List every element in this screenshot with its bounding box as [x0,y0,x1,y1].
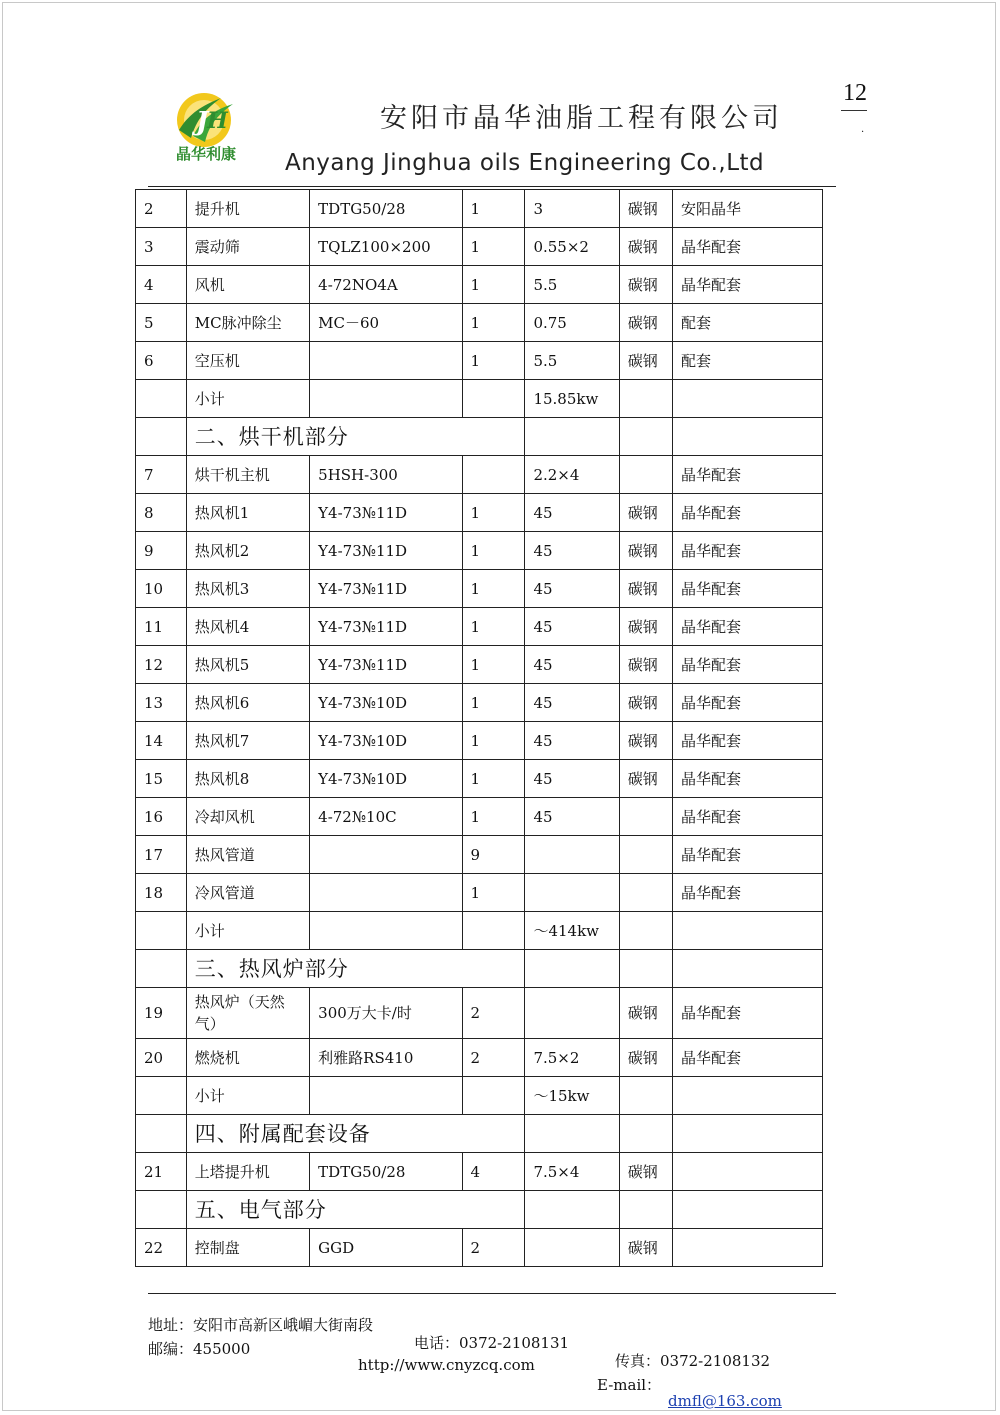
page-number: 12 [843,80,867,106]
cell-source [672,1153,822,1191]
cell-power: 3 [525,190,619,228]
cell-model: Y4-73№11D [310,532,462,570]
cell-material: 碳钢 [619,646,672,684]
section-empty-cell [672,1191,822,1229]
table-row [136,760,823,798]
cell-qty [462,912,525,950]
section-empty-cell [619,1115,672,1153]
svg-text:J: J [196,107,209,137]
cell-model [310,1077,462,1115]
cell-no: 13 [136,684,187,722]
cell-power [525,1229,619,1267]
cell-name: 控制盘 [186,1229,309,1267]
cell-no: 11 [136,608,187,646]
section-empty-cell [525,1115,619,1153]
section-no-cell [136,1191,187,1229]
cell-source: 晶华配套 [672,1039,822,1077]
table-row [136,684,823,722]
cell-no: 4 [136,266,187,304]
cell-model: 4-72№10C [310,798,462,836]
cell-qty: 1 [462,570,525,608]
cell-model [310,342,462,380]
cell-name: 烘干机主机 [186,456,309,494]
subtotal-row [136,912,823,950]
section-title: 二、烘干机部分 [186,418,525,456]
cell-qty: 1 [462,608,525,646]
cell-source [672,912,822,950]
cell-qty: 2 [462,988,525,1039]
cell-qty: 1 [462,228,525,266]
cell-material: 碳钢 [619,494,672,532]
cell-source: 晶华配套 [672,684,822,722]
footer-rule [148,1293,836,1294]
cell-power: ～15kw [525,1077,619,1115]
section-empty-cell [619,418,672,456]
cell-name: 热风机1 [186,494,309,532]
cell-model [310,874,462,912]
cell-material: 碳钢 [619,1153,672,1191]
cell-power: 45 [525,798,619,836]
section-title: 五、电气部分 [186,1191,525,1229]
svg-text:H: H [207,108,228,134]
cell-material: 碳钢 [619,1039,672,1077]
cell-material: 碳钢 [619,190,672,228]
cell-qty: 1 [462,798,525,836]
table-row [136,836,823,874]
equipment-table-body [136,190,823,1267]
cell-name: 小计 [186,1077,309,1115]
section-empty-cell [619,950,672,988]
cell-no [136,380,187,418]
cell-source: 晶华配套 [672,874,822,912]
cell-source: 晶华配套 [672,722,822,760]
cell-name: 热风机8 [186,760,309,798]
cell-no: 16 [136,798,187,836]
page-number-rule [841,110,867,111]
cell-power: 7.5×4 [525,1153,619,1191]
subtotal-row [136,380,823,418]
section-empty-cell [619,1191,672,1229]
cell-qty: 9 [462,836,525,874]
footer-phone: 电话：0372-2108131 [414,1334,570,1352]
cell-name: 热风炉（天然气） [186,988,309,1039]
section-empty-cell [525,950,619,988]
table-row [136,1153,823,1191]
section-no-cell [136,1115,187,1153]
company-name-en: Anyang Jinghua oils Engineering Co.,Ltd [285,150,765,176]
cell-no: 15 [136,760,187,798]
cell-model: Y4-73№11D [310,646,462,684]
cell-name: 小计 [186,380,309,418]
table-row [136,1229,823,1267]
cell-power: 0.75 [525,304,619,342]
cell-power: 2.2×4 [525,456,619,494]
table-row [136,342,823,380]
cell-no: 14 [136,722,187,760]
section-title: 四、附属配套设备 [186,1115,525,1153]
cell-name: 风机 [186,266,309,304]
cell-power: 45 [525,570,619,608]
cell-power: 45 [525,684,619,722]
cell-model: Y4-73№11D [310,608,462,646]
cell-name: 热风机5 [186,646,309,684]
cell-no: 18 [136,874,187,912]
cell-power: 45 [525,722,619,760]
cell-name: 震动筛 [186,228,309,266]
cell-power: ～414kw [525,912,619,950]
cell-model: Y4-73№10D [310,760,462,798]
cell-qty: 1 [462,304,525,342]
cell-name: 热风机4 [186,608,309,646]
cell-qty: 2 [462,1229,525,1267]
page-dot: . [861,124,865,135]
cell-material: 碳钢 [619,988,672,1039]
cell-power: 45 [525,608,619,646]
table-row [136,570,823,608]
table-row [136,266,823,304]
cell-name: 上塔提升机 [186,1153,309,1191]
cell-qty [462,1077,525,1115]
cell-name: 冷风管道 [186,874,309,912]
cell-material: 碳钢 [619,608,672,646]
section-title: 三、热风炉部分 [186,950,525,988]
cell-qty: 1 [462,266,525,304]
cell-name: 热风机7 [186,722,309,760]
section-empty-cell [672,950,822,988]
cell-model: MC－60 [310,304,462,342]
cell-source [672,1229,822,1267]
cell-power: 45 [525,646,619,684]
cell-name: MC脉冲除尘 [186,304,309,342]
cell-qty: 1 [462,342,525,380]
cell-material: 碳钢 [619,570,672,608]
cell-model: Y4-73№10D [310,684,462,722]
cell-model [310,380,462,418]
cell-no: 2 [136,190,187,228]
cell-qty: 2 [462,1039,525,1077]
table-row [136,646,823,684]
footer-fax: 传真：0372-2108132 [615,1352,771,1370]
table-row [136,874,823,912]
cell-no: 9 [136,532,187,570]
cell-qty [462,380,525,418]
section-row [136,1115,823,1153]
cell-material: 碳钢 [619,304,672,342]
section-no-cell [136,950,187,988]
cell-source: 晶华配套 [672,532,822,570]
cell-power: 7.5×2 [525,1039,619,1077]
cell-no: 5 [136,304,187,342]
cell-power [525,836,619,874]
cell-no: 10 [136,570,187,608]
cell-model: Y4-73№10D [310,722,462,760]
cell-model: Y4-73№11D [310,494,462,532]
cell-model: TDTG50/28 [310,1153,462,1191]
cell-source: 晶华配套 [672,266,822,304]
footer-email-link[interactable]: dmfl@163.com [668,1392,782,1410]
cell-material: 碳钢 [619,228,672,266]
cell-source: 晶华配套 [672,836,822,874]
cell-no: 22 [136,1229,187,1267]
cell-source: 晶华配套 [672,228,822,266]
table-row [136,608,823,646]
cell-material: 碳钢 [619,722,672,760]
cell-qty: 1 [462,722,525,760]
footer-postcode: 邮编：455000 [148,1340,251,1358]
section-empty-cell [525,418,619,456]
cell-no: 12 [136,646,187,684]
cell-source [672,1077,822,1115]
company-name-cn: 安阳市晶华油脂工程有限公司 [380,103,783,134]
section-empty-cell [525,1191,619,1229]
cell-qty: 1 [462,532,525,570]
footer-website[interactable]: http://www.cnyzcq.com [358,1356,535,1374]
cell-model: Y4-73№11D [310,570,462,608]
section-row [136,1191,823,1229]
cell-name: 冷却风机 [186,798,309,836]
cell-no: 7 [136,456,187,494]
section-no-cell [136,418,187,456]
cell-material: 碳钢 [619,684,672,722]
table-row [136,722,823,760]
cell-material: 碳钢 [619,760,672,798]
subtotal-row [136,1077,823,1115]
cell-material: 碳钢 [619,532,672,570]
cell-no: 20 [136,1039,187,1077]
cell-model: 4-72NO4A [310,266,462,304]
footer-address: 地址：安阳市高新区峨嵋大街南段 [148,1316,374,1334]
equipment-table [135,189,823,1267]
cell-qty: 1 [462,760,525,798]
cell-material [619,456,672,494]
cell-name: 热风管道 [186,836,309,874]
cell-name: 热风机6 [186,684,309,722]
cell-material: 碳钢 [619,342,672,380]
cell-source: 晶华配套 [672,798,822,836]
cell-no: 8 [136,494,187,532]
section-empty-cell [672,1115,822,1153]
table-row [136,304,823,342]
cell-name: 空压机 [186,342,309,380]
cell-no [136,1077,187,1115]
cell-name: 热风机2 [186,532,309,570]
cell-model [310,912,462,950]
cell-source: 晶华配套 [672,456,822,494]
cell-power: 5.5 [525,342,619,380]
cell-source: 晶华配套 [672,494,822,532]
cell-power: 0.55×2 [525,228,619,266]
cell-no [136,912,187,950]
cell-material [619,836,672,874]
cell-model: 5HSH-300 [310,456,462,494]
cell-no: 6 [136,342,187,380]
cell-source [672,380,822,418]
table-row [136,988,823,1039]
cell-power [525,988,619,1039]
cell-power: 45 [525,532,619,570]
cell-qty: 4 [462,1153,525,1191]
cell-source: 配套 [672,304,822,342]
cell-source: 晶华配套 [672,988,822,1039]
cell-qty [462,456,525,494]
cell-material [619,798,672,836]
section-row [136,418,823,456]
cell-qty: 1 [462,874,525,912]
cell-material: 碳钢 [619,1229,672,1267]
cell-power: 5.5 [525,266,619,304]
cell-qty: 1 [462,190,525,228]
table-row [136,494,823,532]
cell-name: 燃烧机 [186,1039,309,1077]
cell-model: 利雅路RS410 [310,1039,462,1077]
cell-power: 45 [525,494,619,532]
table-row [136,228,823,266]
footer-email-label: E-mail： [597,1376,662,1394]
section-empty-cell [672,418,822,456]
table-row [136,532,823,570]
cell-power: 45 [525,760,619,798]
cell-power: 15.85kw [525,380,619,418]
cell-model: 300万大卡/时 [310,988,462,1039]
table-row [136,798,823,836]
cell-model: TDTG50/28 [310,190,462,228]
cell-model [310,836,462,874]
table-row [136,456,823,494]
cell-name: 提升机 [186,190,309,228]
cell-model: TQLZ100×200 [310,228,462,266]
cell-no: 19 [136,988,187,1039]
cell-material [619,380,672,418]
cell-qty: 1 [462,646,525,684]
cell-power [525,874,619,912]
cell-source: 晶华配套 [672,760,822,798]
cell-name: 小计 [186,912,309,950]
cell-name: 热风机3 [186,570,309,608]
cell-source: 晶华配套 [672,570,822,608]
cell-source: 晶华配套 [672,646,822,684]
cell-material [619,912,672,950]
cell-material [619,874,672,912]
section-row [136,950,823,988]
cell-source: 安阳晶华 [672,190,822,228]
cell-no: 17 [136,836,187,874]
cell-source: 配套 [672,342,822,380]
table-row [136,190,823,228]
cell-model: GGD [310,1229,462,1267]
cell-no: 3 [136,228,187,266]
logo-text: 晶华利康 [175,145,236,163]
cell-material [619,1077,672,1115]
cell-source: 晶华配套 [672,608,822,646]
header-rule [148,186,836,187]
cell-no: 21 [136,1153,187,1191]
cell-material: 碳钢 [619,266,672,304]
table-row [136,1039,823,1077]
cell-qty: 1 [462,494,525,532]
cell-qty: 1 [462,684,525,722]
